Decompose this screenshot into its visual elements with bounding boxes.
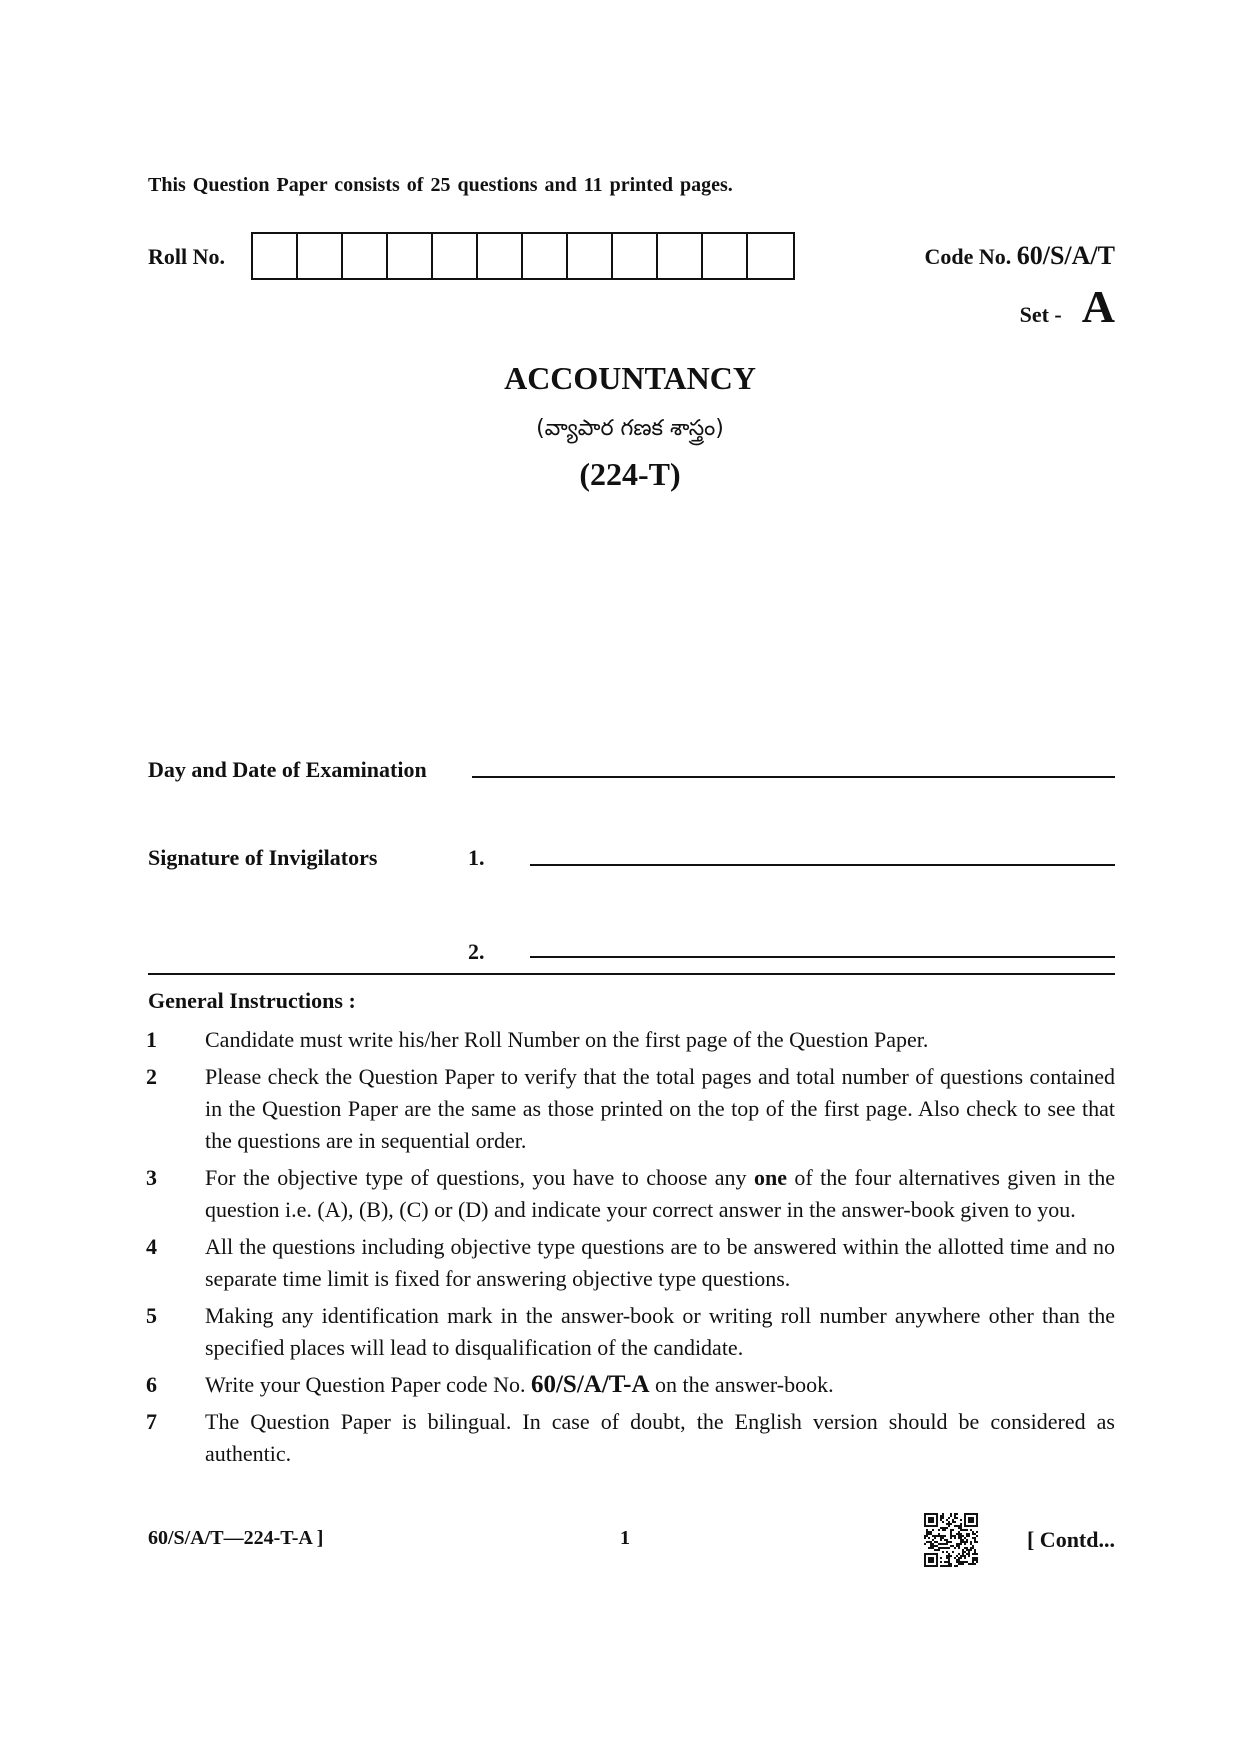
invigilator-signature-label: Signature of Invigilators [148, 845, 378, 870]
roll-number-box[interactable] [568, 234, 613, 278]
instruction-number: 1 [146, 1027, 157, 1052]
instruction-number: 7 [146, 1409, 157, 1434]
instruction-text: Candidate must write his/her Roll Number on the first page of the Question Paper. [205, 1027, 929, 1052]
page-count-note: This Question Paper consists of 25 questions and 11 printed pages. [148, 174, 733, 196]
instruction-text-part: For the objective type of questions, you have to choose any [205, 1165, 754, 1190]
instruction-text: Please check the Question Paper to verify that the total pages and total number of questions contained in the Question Paper are the same as those printed on the top of the first page. Also check to see that the questions are in sequential order. [205, 1064, 1115, 1153]
instruction-text: All the questions including objective type questions are to be answered within the allotted time and no separate time limit is fixed for answering objective type questions. [205, 1234, 1115, 1291]
page-number: 1 [620, 1527, 630, 1549]
set-value: A [1081, 281, 1115, 332]
signature-number-2: 2. [468, 939, 485, 964]
instruction-item [146, 1231, 1115, 1295]
exam-date-label: Day and Date of Examination [148, 757, 427, 782]
exam-date-field[interactable] [472, 776, 1115, 778]
set-indicator [1020, 280, 1115, 333]
instruction-emphasis: 60/S/A/T-A [530, 1371, 650, 1398]
instruction-number: 2 [146, 1064, 157, 1089]
instruction-text-part: of the four alternatives given in the question i.e. (A), (B), (C) or (D) and indicate your correct answer in the answer-book given to you. [205, 1165, 1115, 1222]
roll-number-box[interactable] [703, 234, 748, 278]
instructions-heading: General Instructions : [148, 988, 356, 1013]
code-number [924, 241, 1115, 271]
continued-label: [ Contd... [1026, 1527, 1115, 1552]
roll-number-label: Roll No. [148, 244, 225, 269]
roll-number-box[interactable] [298, 234, 343, 278]
subject-title: ACCOUNTANCY [504, 360, 756, 396]
set-label: Set - [1019, 302, 1062, 327]
roll-number-box[interactable] [478, 234, 523, 278]
code-value: 60/S/A/T [1016, 241, 1115, 270]
subject-title-telugu: (వ్యాపార గణక శాస్త్రం) [536, 416, 724, 441]
instruction-emphasis: one [753, 1165, 787, 1190]
instruction-item [146, 1300, 1115, 1364]
signature-number-1: 1. [468, 845, 485, 870]
roll-number-boxes[interactable] [251, 232, 795, 280]
roll-number-box[interactable] [388, 234, 433, 278]
instruction-text [205, 1162, 1115, 1226]
instruction-text: The Question Paper is bilingual. In case of doubt, the English version should be considered as authentic. [205, 1409, 1115, 1466]
roll-number-box[interactable] [613, 234, 658, 278]
roll-number-box[interactable] [658, 234, 703, 278]
roll-number-box[interactable] [343, 234, 388, 278]
roll-number-box[interactable] [253, 234, 298, 278]
instruction-text-part: Write your Question Paper code No. [205, 1372, 531, 1397]
instruction-number: 3 [146, 1165, 157, 1190]
instruction-number: 4 [146, 1234, 157, 1259]
instruction-item [146, 1162, 1115, 1226]
instruction-item [146, 1406, 1115, 1470]
instructions-list [146, 1024, 1115, 1475]
instruction-text-part: on the answer-book. [649, 1372, 834, 1397]
roll-number-box[interactable] [748, 234, 793, 278]
instruction-number: 6 [146, 1372, 157, 1397]
code-label: Code No. [924, 244, 1012, 269]
instruction-item [146, 1024, 1115, 1056]
footer-paper-code: 60/S/A/T—224-T-A ] [148, 1527, 324, 1549]
section-divider [148, 973, 1115, 975]
instruction-text: Making any identification mark in the answer-book or writing roll number anywhere other than the specified places will lead to disqualification of the candidate. [205, 1303, 1115, 1360]
signature-field-1[interactable] [530, 864, 1115, 866]
instruction-number: 5 [146, 1303, 157, 1328]
qr-code-icon [924, 1513, 978, 1567]
signature-field-2[interactable] [530, 956, 1115, 958]
instruction-item [146, 1061, 1115, 1157]
instruction-text [205, 1369, 1115, 1401]
subject-code: (224-T) [579, 456, 681, 492]
roll-number-box[interactable] [433, 234, 478, 278]
instruction-item [146, 1369, 1115, 1401]
roll-number-box[interactable] [523, 234, 568, 278]
